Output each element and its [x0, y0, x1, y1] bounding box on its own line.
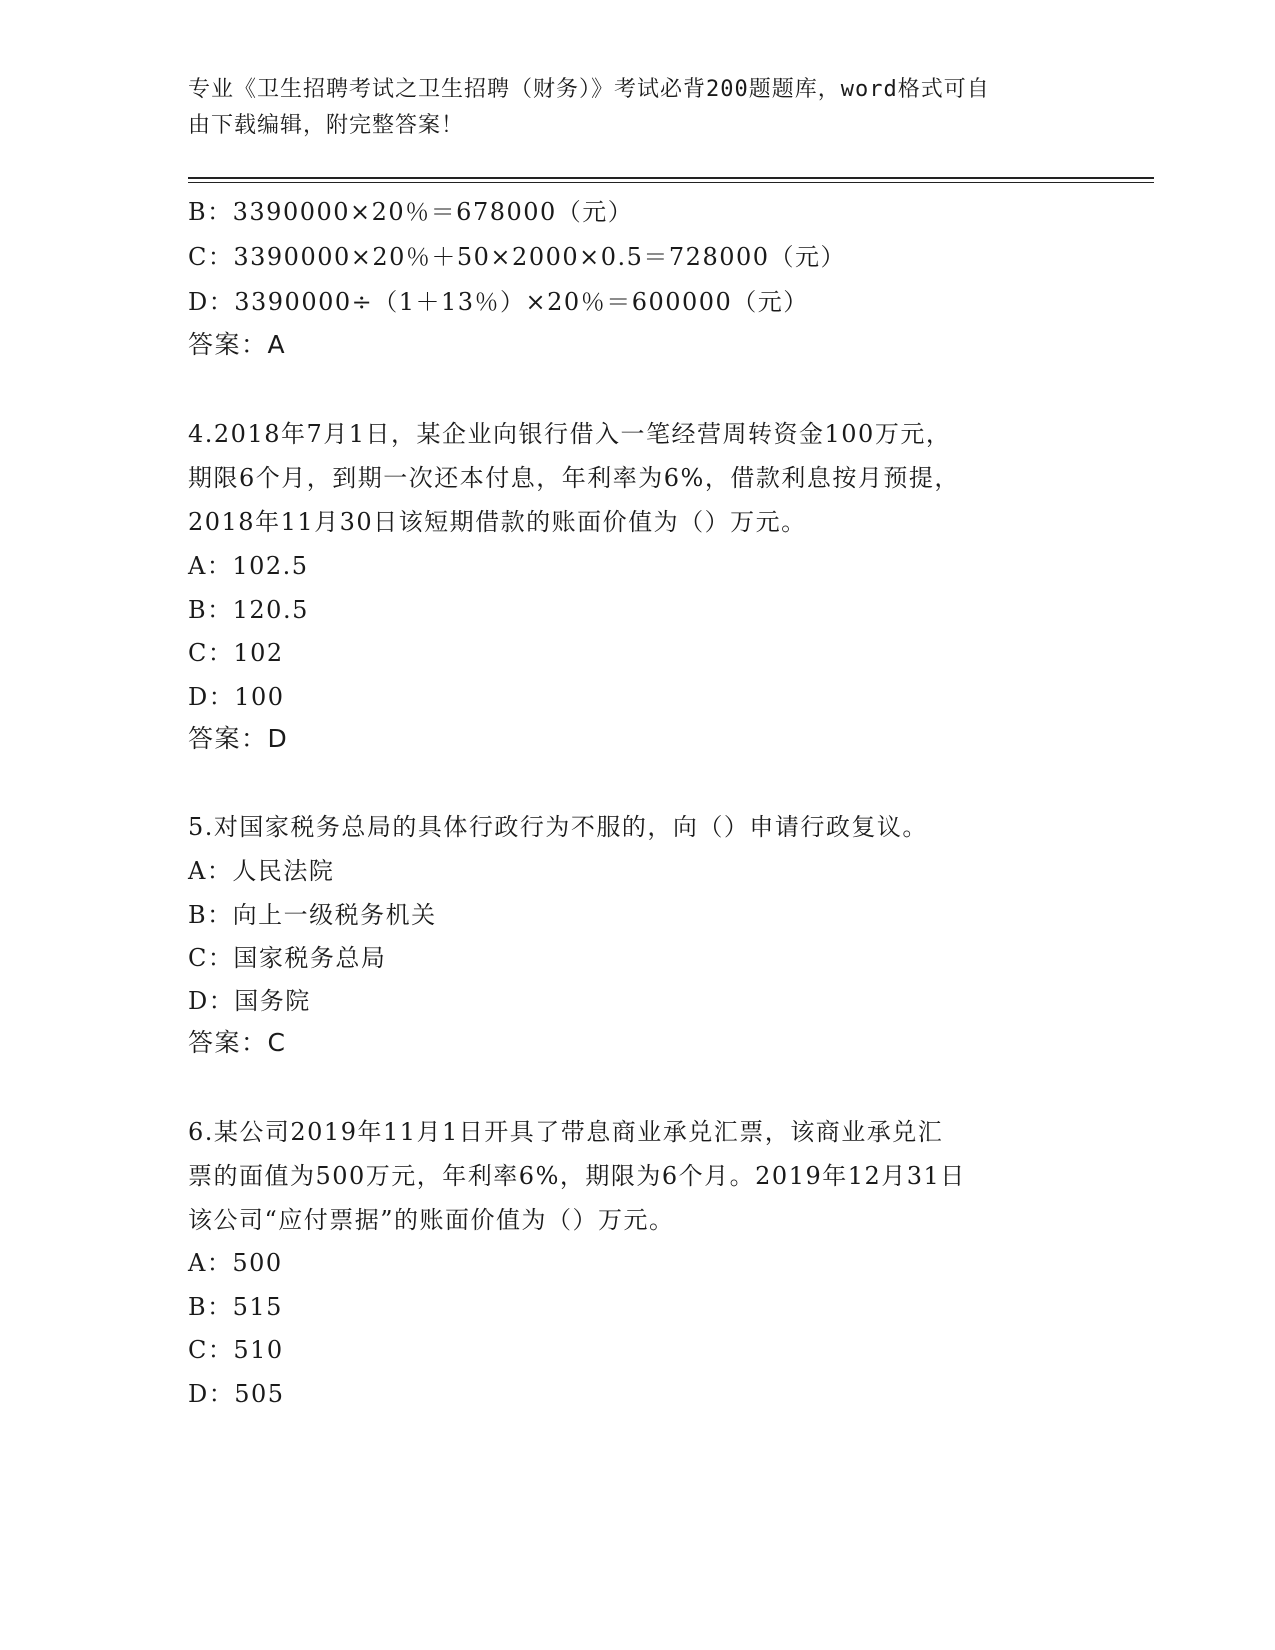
q6-option-b: B：515 — [188, 1293, 283, 1321]
q5-stem-line-1: 5.对国家税务总局的具体行政行为不服的，向（）申请行政复议。 — [188, 813, 928, 841]
header-divider-thick — [188, 177, 1154, 179]
q4-answer: 答案：D — [188, 724, 289, 753]
q4-option-d: D：100 — [188, 683, 285, 711]
q5-option-a: A：人民法院 — [188, 857, 335, 885]
q6-stem-line-1: 6.某公司2019年11月1日开具了带息商业承兑汇票，该商业承兑汇 — [188, 1118, 944, 1146]
q4-stem-line-2: 期限6个月，到期一次还本付息，年利率为6%，借款利息按月预提， — [188, 464, 960, 492]
header-line-2: 由下载编辑，附完整答案！ — [188, 113, 465, 138]
q6-stem-line-3: 该公司“应付票据”的账面价值为（）万元。 — [188, 1206, 675, 1234]
q5-option-c: C：国家税务总局 — [188, 944, 387, 972]
q3-option-d: D：3390000÷（1＋13％）×20％＝600000（元） — [188, 288, 809, 316]
q3-answer: 答案：A — [188, 330, 287, 359]
q6-option-c: C：510 — [188, 1336, 284, 1364]
q3-option-b: B：3390000×20％＝678000（元） — [188, 198, 634, 226]
document-header — [188, 72, 1068, 144]
header-line-1: 专业《卫生招聘考试之卫生招聘（财务）》考试必背200题题库，word格式可自 — [188, 77, 990, 102]
q4-stem-line-3: 2018年11月30日该短期借款的账面价值为（）万元。 — [188, 508, 807, 536]
q6-option-a: A：500 — [188, 1249, 283, 1277]
q4-option-a: A：102.5 — [188, 552, 309, 580]
header-divider-thin — [188, 182, 1154, 183]
q4-option-b: B：120.5 — [188, 596, 309, 624]
q5-answer: 答案：C — [188, 1028, 287, 1057]
q6-stem-line-2: 票的面值为500万元，年利率6%，期限为6个月。2019年12月31日 — [188, 1162, 966, 1190]
q6-option-d: D：505 — [188, 1380, 285, 1408]
q3-option-c: C：3390000×20％＋50×2000×0.5＝728000（元） — [188, 243, 847, 271]
q5-option-d: D：国务院 — [188, 987, 311, 1015]
q4-option-c: C：102 — [188, 639, 284, 667]
q4-stem-line-1: 4.2018年7月1日，某企业向银行借入一笔经营周转资金100万元， — [188, 420, 952, 448]
q5-option-b: B：向上一级税务机关 — [188, 901, 437, 929]
